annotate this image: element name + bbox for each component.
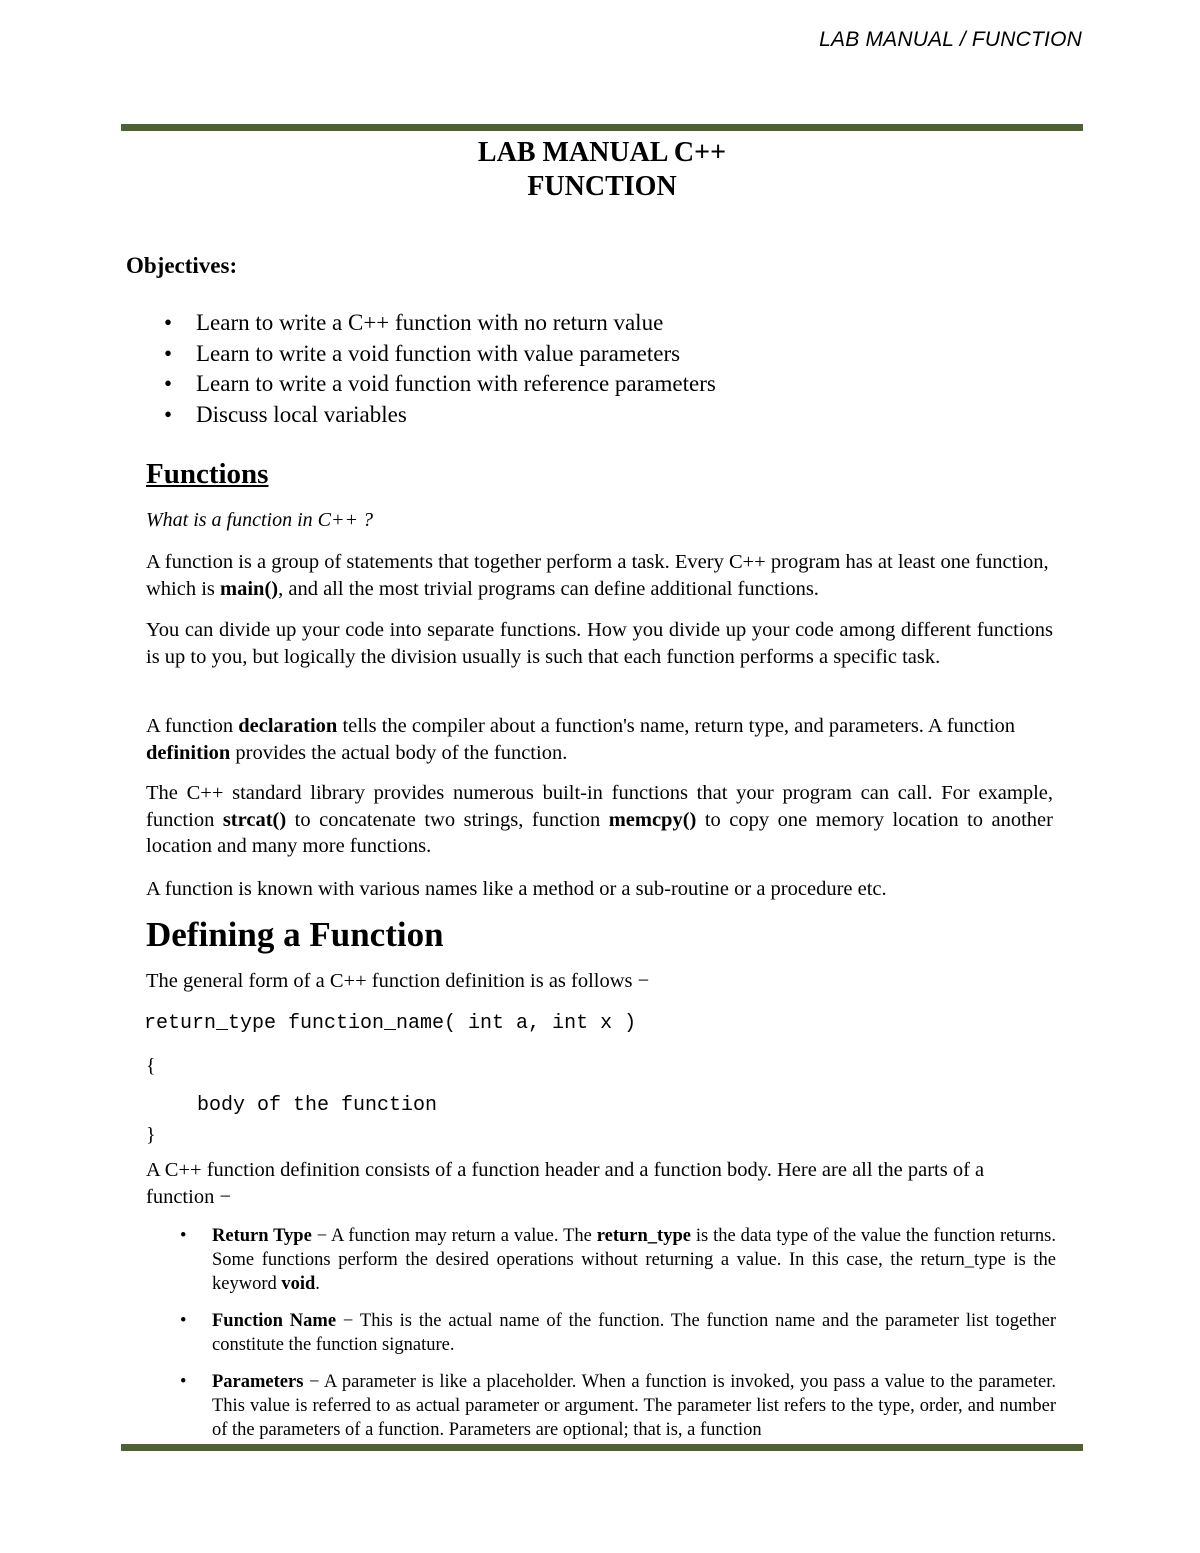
objective-item [126,369,716,400]
bold-term: main() [220,577,279,600]
general-form-text: The general form of a C++ function definition is as follows − [146,970,650,992]
code-body: body of the function [197,1094,438,1117]
bullet-icon: • [164,340,173,366]
part-term: Parameters [212,1372,304,1392]
functions-heading: Functions [146,458,269,490]
bold-term: strcat() [222,808,287,831]
bullet-icon: • [164,371,173,396]
defining-heading: Defining a Function [146,915,444,954]
code-close-brace: } [146,1124,156,1146]
parts-list [176,1224,1056,1455]
bullet-icon: • [180,1372,187,1392]
objective-text: Discuss local variables [196,401,407,427]
bullet-icon: • [164,310,173,335]
text-run: tells the compiler about a function's name, return type, and parameters. A function [337,715,1016,737]
text-run: The C++ standard library provides numerous built-in functions that your program can call. For example, function [146,782,1053,831]
text-run: , and all the most trivial programs can define additional functions. [278,577,819,600]
paragraph-divide: You can divide up your code into separate functions. How you divide up your code among different functions is up to you, but logically the division usually is such that each function performs a specific task. [146,619,1053,668]
text-run: is the data type of the value the function returns. Some functions perform the desired operations without returning a value. In this case, the return_type is the keyword [212,1226,1056,1294]
text-run: . [315,1274,320,1294]
part-item-function-name [176,1309,1056,1357]
text-run: − This is the actual name of the function. The function name and the parameter list together constitute the function signature. [212,1311,1056,1355]
paragraph-intro [146,549,1053,602]
code-open-brace: { [146,1055,156,1077]
bullet-icon: • [164,401,173,427]
bold-term: declaration [238,715,338,737]
objective-text: Learn to write a void function with reference parameters [196,371,716,396]
bold-term: void [281,1274,316,1294]
bullet-icon: • [180,1311,187,1331]
bold-term: memcpy() [608,808,697,831]
text-run: A function is a group of statements that together perform a task. Every C++ program has at least one function, which is [146,551,1049,600]
text-run: − A function may return a value. The [311,1226,597,1246]
text-run: − A parameter is like a placeholder. When a function is invoked, you pass a value to the parameter. This value is referred to as actual parameter or argument. The parameter list refers to the type, order, and number of the parameters of a function. Parameters are optional; that is, a function [212,1372,1056,1440]
objectives-list [126,308,716,430]
running-header: LAB MANUAL / FUNCTION [819,28,1082,51]
objective-text: Learn to write a C++ function with no return value [196,310,664,335]
part-term: Function Name [212,1311,337,1331]
objectives-heading: Objectives: [126,253,238,278]
paragraph-declaration [146,713,1053,766]
part-term: Return Type [212,1226,312,1246]
code-signature: return_type function_name( int a, int x ) [144,1012,637,1035]
text-run: A function [146,715,239,737]
question-subtitle: What is a function in C++ ? [146,509,373,531]
title-line-1: LAB MANUAL C++ [477,137,727,168]
objective-item [126,400,716,431]
top-rule [121,124,1083,131]
bold-term: return_type [596,1226,691,1246]
text-run: to concatenate two strings, function [286,808,609,831]
bullet-icon: • [180,1226,187,1246]
text-run: provides the actual body of the function. [230,741,568,764]
objective-text: Learn to write a void function with value parameters [196,340,681,366]
objective-item [126,308,716,339]
title-line-2: FUNCTION [527,171,677,202]
paragraph-names: A function is known with various names like a method or a sub-routine or a procedure etc. [146,878,887,900]
objective-item [126,339,716,370]
paragraph-parts-intro: A C++ function definition consists of a function header and a function body. Here are all the parts of a function − [146,1159,985,1208]
bold-term: definition [146,741,231,764]
bottom-rule [121,1444,1083,1451]
part-item-parameters [176,1370,1056,1442]
text-run: to copy one memory location to another location and many more functions. [146,808,1053,857]
paragraph-stdlib [146,780,1053,860]
document-title [121,136,1083,204]
part-item-return-type [176,1224,1056,1296]
